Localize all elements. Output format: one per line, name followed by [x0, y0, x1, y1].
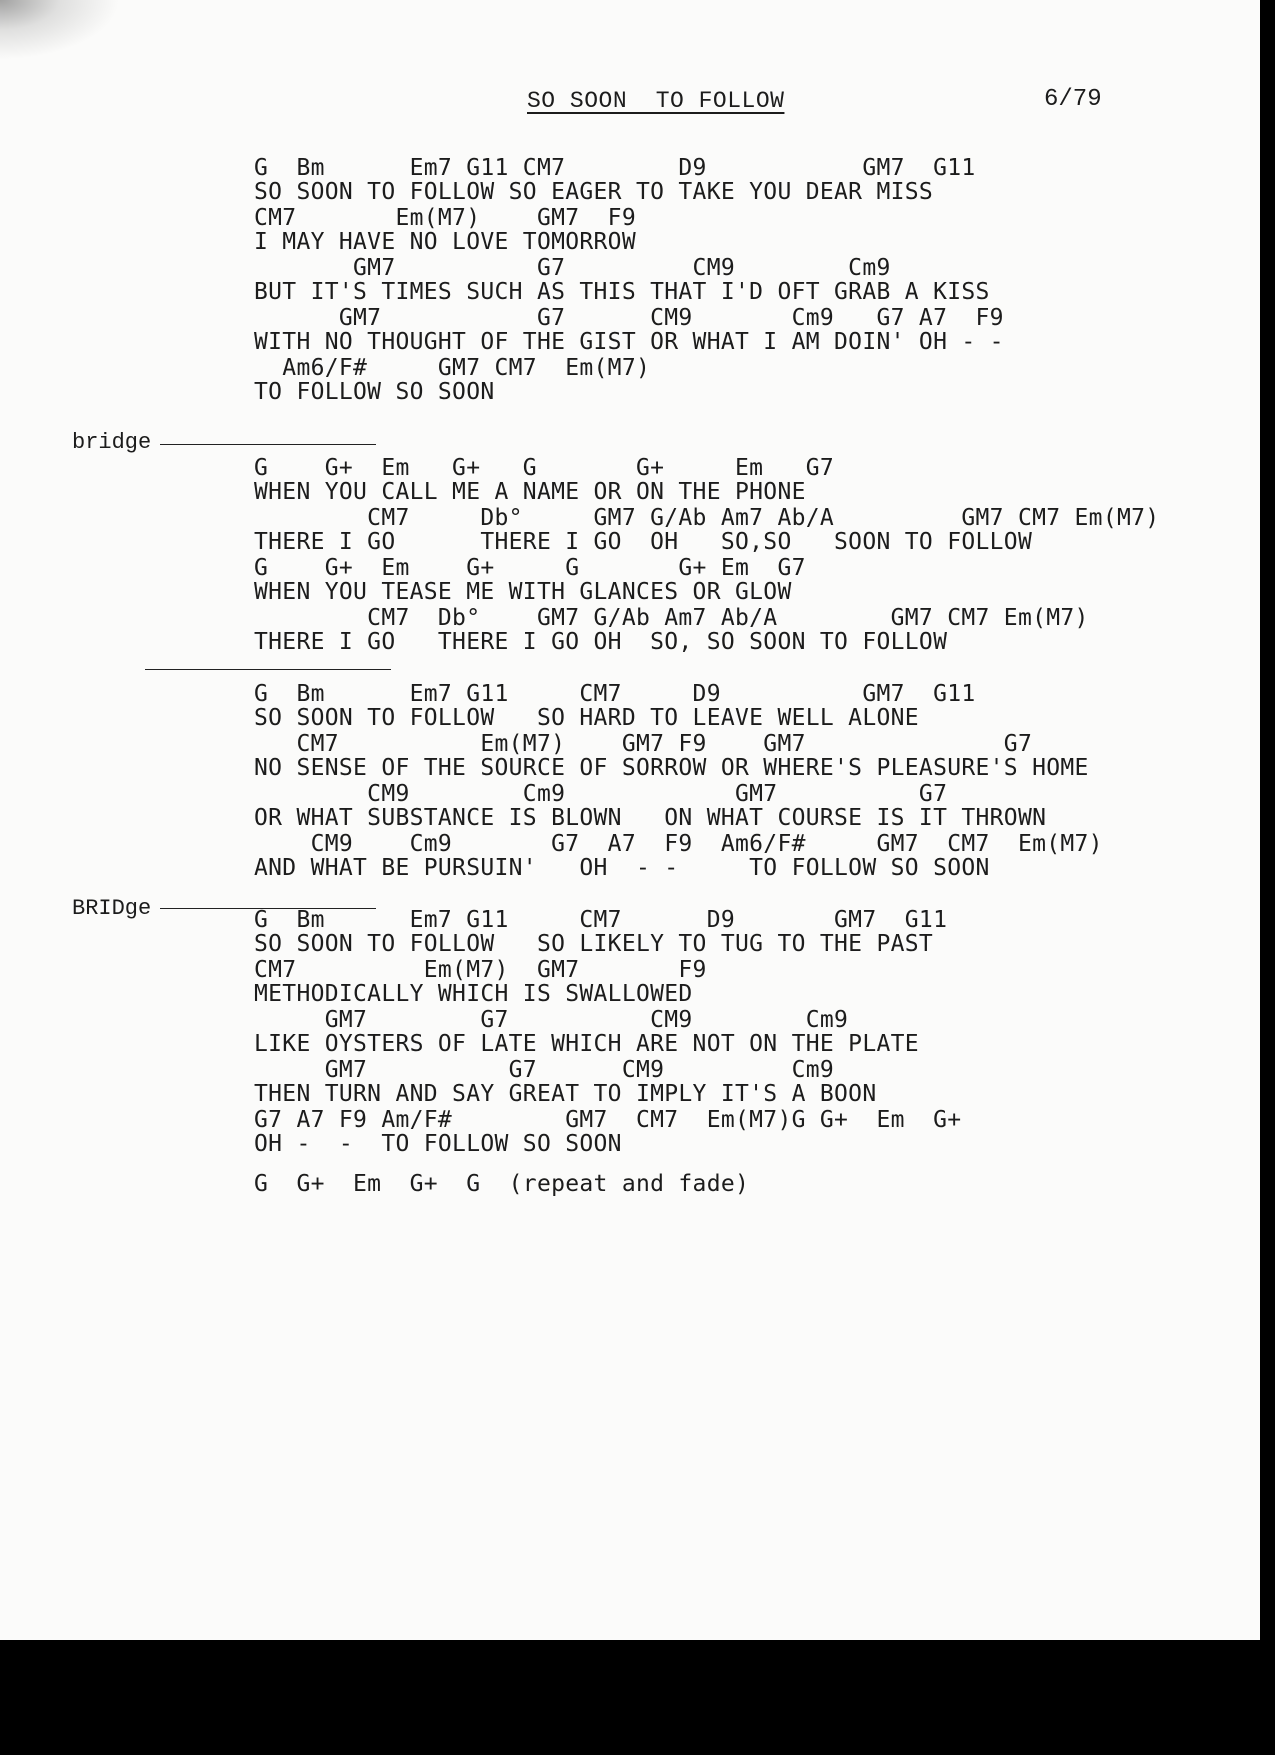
lyric-line: LIKE OYSTERS OF LATE WHICH ARE NOT ON THE PLATE — [254, 1031, 919, 1057]
chord-line: GM7 G7 CM9 Cm9 — [254, 1007, 849, 1033]
chord-line: GM7 G7 CM9 Cm9 G7 A7 F9 — [254, 305, 1004, 331]
chord-line: CM7 Em(M7) GM7 F9 — [254, 957, 707, 983]
chord-line: G Bm Em7 G11 CM7 D9 GM7 G11 — [254, 907, 948, 933]
chord-line: G Bm Em7 G11 CM7 D9 GM7 G11 — [254, 155, 976, 181]
chord-line: CM7 Em(M7) GM7 F9 GM7 G7 — [254, 731, 1033, 757]
song-date: 6/79 — [1044, 86, 1102, 113]
chord-line: CM9 Cm9 GM7 G7 — [254, 781, 948, 807]
lyric-line: BUT IT'S TIMES SUCH AS THIS THAT I'D OFT GRAB A KISS — [254, 279, 990, 305]
lyric-line: SO SOON TO FOLLOW SO EAGER TO TAKE YOU DEAR MISS — [254, 179, 934, 205]
lyric-line: WHEN YOU CALL ME A NAME OR ON THE PHONE — [254, 479, 806, 505]
lyric-line: SO SOON TO FOLLOW SO HARD TO LEAVE WELL ALONE — [254, 705, 919, 731]
chord-line: GM7 G7 CM9 Cm9 — [254, 255, 891, 281]
lyric-line: OR WHAT SUBSTANCE IS BLOWN ON WHAT COURSE IS IT THROWN — [254, 805, 1047, 831]
chord-line: G Bm Em7 G11 CM7 D9 GM7 G11 — [254, 681, 976, 707]
lyric-line: AND WHAT BE PURSUIN' OH - - TO FOLLOW SO SOON — [254, 855, 990, 881]
lyric-line: THERE I GO THERE I GO OH SO, SO SOON TO FOLLOW — [254, 629, 948, 655]
song-title: SO SOON TO FOLLOW — [527, 88, 785, 114]
chord-line: CM7 Db° GM7 G/Ab Am7 Ab/A GM7 CM7 Em(M7) — [254, 505, 1160, 531]
section-rule — [160, 444, 376, 445]
section-label-bridge: bridge — [72, 430, 152, 455]
chord-line: GM7 G7 CM9 Cm9 — [254, 1057, 835, 1083]
chord-line: G7 A7 F9 Am/F# GM7 CM7 Em(M7)G G+ Em G+ — [254, 1107, 962, 1133]
lyric-line: THEN TURN AND SAY GREAT TO IMPLY IT'S A BOON — [254, 1081, 877, 1107]
lyric-line: WHEN YOU TEASE ME WITH GLANCES OR GLOW — [254, 579, 792, 605]
scan-border-bottom — [0, 1640, 1275, 1755]
lyric-line: THERE I GO THERE I GO OH SO,SO SOON TO FOLLOW — [254, 529, 1033, 555]
scan-noise — [0, 0, 120, 60]
chord-line: G G+ Em G+ G G+ Em G7 — [254, 555, 806, 581]
lyric-line: I MAY HAVE NO LOVE TOMORROW — [254, 229, 636, 255]
lyric-line: METHODICALLY WHICH IS SWALLOWED — [254, 981, 693, 1007]
lyric-line: OH - - TO FOLLOW SO SOON — [254, 1131, 622, 1157]
lyric-line: NO SENSE OF THE SOURCE OF SORROW OR WHERE'S PLEASURE'S HOME — [254, 755, 1089, 781]
chord-line: Am6/F# GM7 CM7 Em(M7) — [254, 355, 651, 381]
section-rule — [145, 669, 391, 670]
lyric-line: TO FOLLOW SO SOON — [254, 379, 495, 405]
chord-line: G G+ Em G+ G G+ Em G7 — [254, 455, 835, 481]
ending-line: G G+ Em G+ G (repeat and fade) — [254, 1171, 750, 1197]
chord-line: CM7 Db° GM7 G/Ab Am7 Ab/A GM7 CM7 Em(M7) — [254, 605, 1089, 631]
lyric-line: SO SOON TO FOLLOW SO LIKELY TO TUG TO THE PAST — [254, 931, 934, 957]
scan-border-right — [1260, 0, 1275, 1755]
chord-line: CM9 Cm9 G7 A7 F9 Am6/F# GM7 CM7 Em(M7) — [254, 831, 1103, 857]
chord-line: CM7 Em(M7) GM7 F9 — [254, 205, 636, 231]
lyric-line: WITH NO THOUGHT OF THE GIST OR WHAT I AM DOIN' OH - - — [254, 329, 1004, 355]
section-label-bridge: BRIDge — [72, 896, 152, 921]
